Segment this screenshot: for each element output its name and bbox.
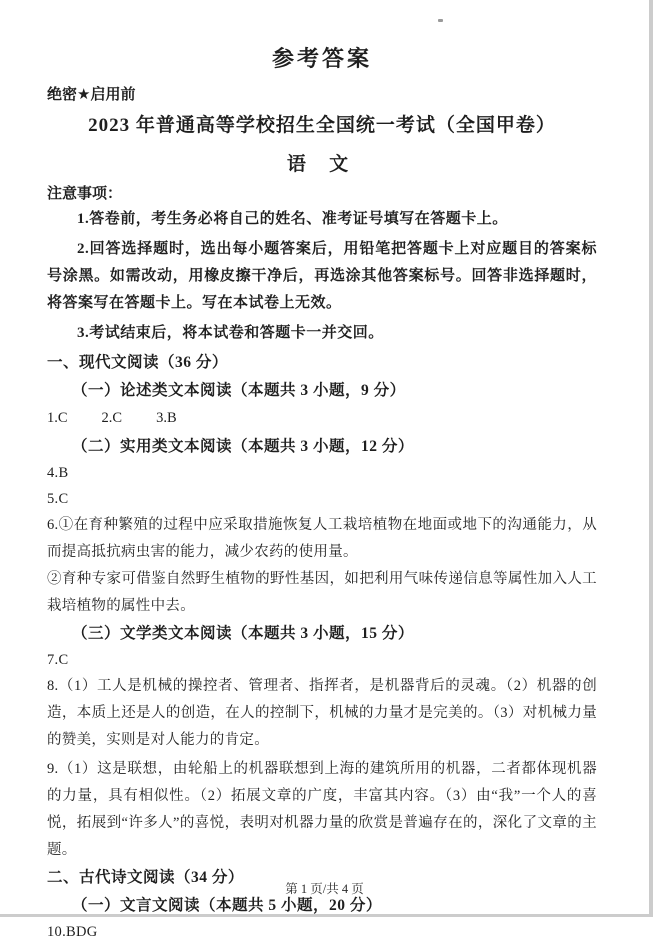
subsection-heading-classical-chinese: （一）文言文阅读（本题共 5 小题，20 分）: [72, 897, 382, 914]
answer-key-title: 参考答案: [271, 46, 372, 71]
answer-row-q1-3: [47, 409, 597, 427]
answer-q9: 9.（1）这是联想，由轮船上的机器联想到上海的建筑所用的机器，二者都体现机器的力量，具有相似性。（2）拓展文章的广度，丰富其内容。（3）由“我”一个人的喜悦，拓展到“许多人”的喜悦，表明对机器力量的欣赏是普遍存在的，深化了文章的主题。: [47, 761, 597, 858]
answer-q2: 2.C: [101, 410, 123, 426]
notice-heading: 注意事项：: [47, 185, 123, 202]
scan-artifact-dot: [438, 19, 443, 22]
notice-item-2: 2.回答选择题时，选出每小题答案后，用铅笔把答题卡上对应题目的答案标号涂黑。如需改动，用橡皮擦干净后，再选涂其他答案标号。回答非选择题时，将答案写在答题卡上。写在本试卷上无效。: [47, 241, 597, 311]
notice-item-1: 1.答卷前，考生务必将自己的姓名、准考证号填写在答题卡上。: [77, 211, 508, 227]
answer-q10: 10.BDG: [47, 924, 98, 940]
answer-q8: 8.（1）工人是机械的操控者、管理者、指挥者，是机器背后的灵魂。（2）机器的创造，本质上还是人的创造，在人的控制下，机械的力量才是完美的。（3）对机械力量的赞美，实则是对人能力的肯定。: [47, 678, 597, 748]
answer-q5: 5.C: [47, 491, 69, 507]
answer-q1: 1.C: [47, 410, 68, 426]
answer-q6-part2: ②育种专家可借鉴自然野生植物的野性基因，如把利用气味传递信息等属性加入人工栽培植物的属性中去。: [47, 571, 597, 614]
answer-q7: 7.C: [47, 652, 69, 668]
answer-q4: 4.B: [47, 465, 69, 481]
section-heading-modern-reading: 一、现代文阅读（36 分）: [47, 354, 228, 371]
notice-item-3: 3.考试结束后，将本试卷和答题卡一并交回。: [77, 325, 384, 341]
subsection-heading-literary-text: （三）文学类文本阅读（本题共 3 小题，15 分）: [72, 625, 414, 642]
answer-q3: 3.B: [156, 410, 177, 426]
page-number-footer: 第 1 页/共 4 页: [285, 882, 364, 896]
exam-title: 2023 年普通高等学校招生全国统一考试（全国甲卷）: [88, 115, 556, 136]
answer-q6-part1: 6.①在育种繁殖的过程中应采取措施恢复人工栽培植物在地面或地下的沟通能力，从而提高抵抗病虫害的能力，减少农药的使用量。: [47, 517, 597, 560]
subsection-heading-argumentative-text: （一）论述类文本阅读（本题共 3 小题，9 分）: [72, 382, 406, 399]
subject-title: 语 文: [286, 154, 358, 175]
subsection-heading-practical-text: （二）实用类文本阅读（本题共 3 小题，12 分）: [72, 438, 414, 455]
secrecy-label: 绝密★启用前: [47, 86, 136, 103]
section-heading-classical-reading: 二、古代诗文阅读（34 分）: [47, 869, 244, 886]
